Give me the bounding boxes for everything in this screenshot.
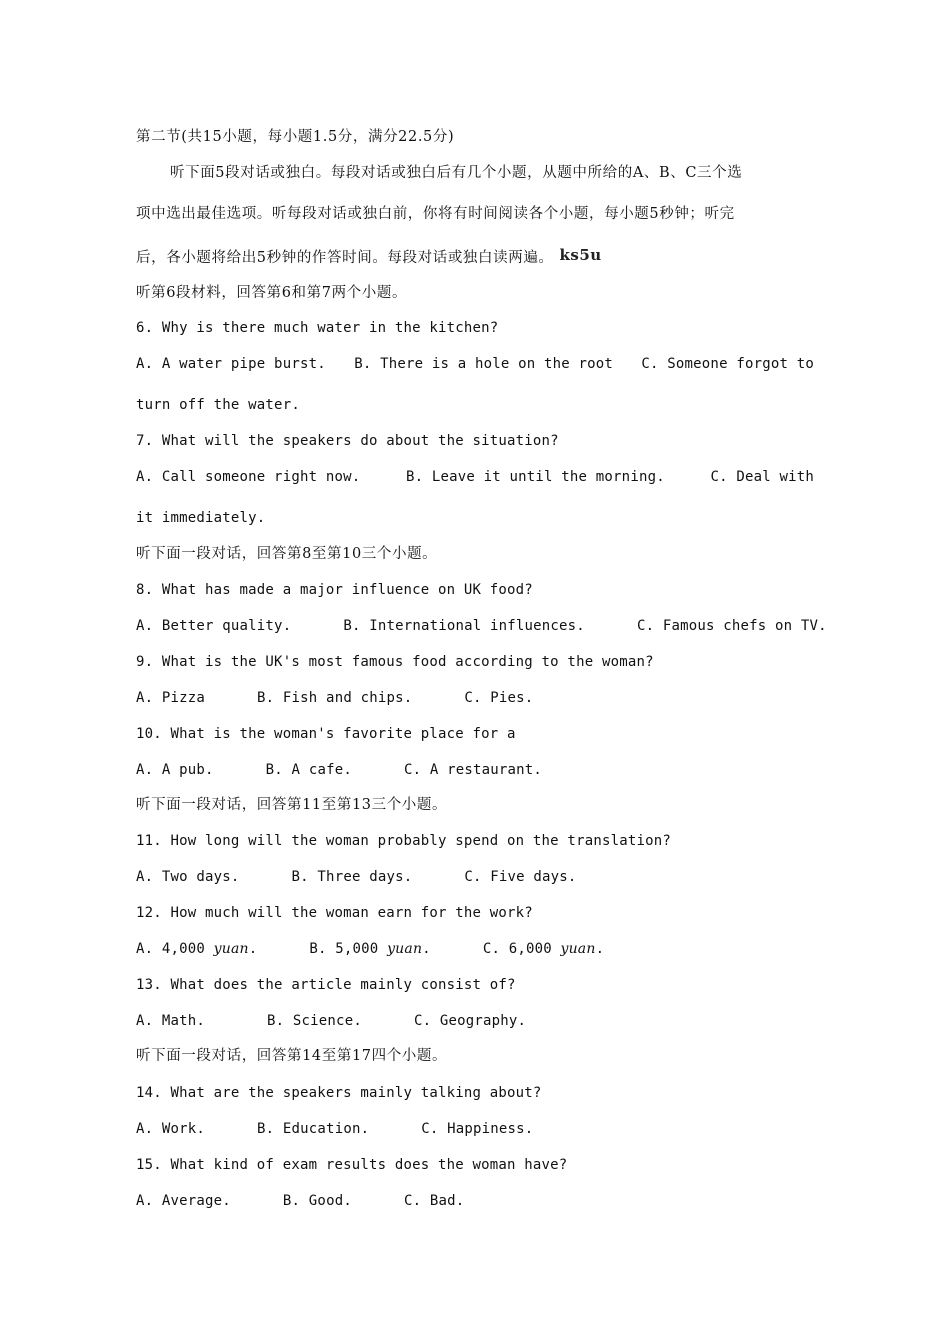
option-c: C. Deal with <box>710 469 814 485</box>
option-a: A. Call someone right now. <box>136 469 361 485</box>
instruction-line-3 <box>136 245 602 268</box>
option-b: B. There is a hole on the root <box>354 356 614 372</box>
option-a <box>136 939 257 959</box>
option-c: C. Pies. <box>464 690 534 706</box>
option-c: C. Someone forgot to <box>641 356 814 372</box>
option-b: B. Three days. <box>291 869 413 885</box>
option-b: B. Good. <box>282 1193 352 1209</box>
question-8-options <box>136 616 827 636</box>
instruction-line-3-text: 后，各小题将给出5秒钟的作答时间。每段对话或独白读两遍。 <box>136 250 554 266</box>
question-9-options <box>136 688 533 708</box>
option-a: A. Better quality. <box>136 618 292 634</box>
ks5u-logo: ks5u <box>559 246 602 264</box>
group-label-4: 听下面一段对话，回答第14至第17四个小题。 <box>136 1048 448 1064</box>
option-a: A. Pizza <box>136 690 206 706</box>
currency-unit: yuan <box>387 941 423 957</box>
option-b: B. Leave it until the morning. <box>405 469 665 485</box>
option-c: C. Famous chefs on TV. <box>636 618 827 634</box>
option-a: A. Two days. <box>136 869 240 885</box>
section-title: 第二节(共15小题，每小题1.5分，满分22.5分) <box>136 129 455 145</box>
option-b: B. Education. <box>257 1121 370 1137</box>
question-14-stem: 14. What are the speakers mainly talking about? <box>136 1085 542 1101</box>
question-10-stem: 10. What is the woman's favorite place for a <box>136 726 516 742</box>
currency-unit: yuan <box>560 941 596 957</box>
option-b: B. A cafe. <box>265 762 352 778</box>
option-b: B. International influences. <box>343 618 585 634</box>
question-7-stem: 7. What will the speakers do about the situation? <box>136 433 559 449</box>
option-a: A. Work. <box>136 1121 206 1137</box>
question-8-stem: 8. What has made a major influence on UK food? <box>136 582 533 598</box>
group-label-1: 听第6段材料，回答第6和第7两个小题。 <box>136 285 408 301</box>
option-a-end: . <box>248 941 258 957</box>
question-6-stem: 6. Why is there much water in the kitchen? <box>136 320 499 336</box>
currency-unit: yuan <box>213 941 249 957</box>
option-a: A. A water pipe burst. <box>136 356 326 372</box>
option-c: C. Happiness. <box>421 1121 534 1137</box>
option-c-amount: C. 6,000 <box>482 941 552 957</box>
group-label-3: 听下面一段对话，回答第11至第13三个小题。 <box>136 797 448 813</box>
question-10-options <box>136 760 542 780</box>
question-12-options <box>136 939 604 959</box>
instruction-line-2: 项中选出最佳选项。听每段对话或独白前，你将有时间阅读各个小题，每小题5秒钟；听完 <box>136 206 735 222</box>
option-a: A. Average. <box>136 1193 231 1209</box>
option-a: A. A pub. <box>136 762 214 778</box>
question-6-continuation: turn off the water. <box>136 397 300 413</box>
option-b <box>309 939 430 959</box>
option-c-end: . <box>595 941 605 957</box>
option-a: A. Math. <box>136 1013 206 1029</box>
question-13-stem: 13. What does the article mainly consist of? <box>136 977 516 993</box>
question-7-options <box>136 467 814 487</box>
option-b-end: . <box>422 941 431 957</box>
question-6-options <box>136 354 814 374</box>
question-7-continuation: it immediately. <box>136 510 266 526</box>
option-c: C. Five days. <box>464 869 577 885</box>
option-c <box>483 939 604 959</box>
question-11-stem: 11. How long will the woman probably spend on the translation? <box>136 833 671 849</box>
option-c: C. Bad. <box>403 1193 465 1209</box>
option-c: C. Geography. <box>413 1013 527 1029</box>
option-b: B. Fish and chips. <box>257 690 413 706</box>
question-9-stem: 9. What is the UK's most famous food according to the woman? <box>136 654 654 670</box>
question-13-options <box>136 1011 526 1031</box>
option-a-amount: A. 4,000 <box>136 941 206 957</box>
option-c: C. A restaurant. <box>403 762 543 778</box>
option-b: B. Science. <box>267 1013 362 1029</box>
question-14-options <box>136 1119 533 1139</box>
instruction-line-1: 听下面5段对话或独白。每段对话或独白后有几个小题，从题中所给的A、B、C三个选 <box>170 165 743 181</box>
group-label-2: 听下面一段对话，回答第8至第10三个小题。 <box>136 546 438 562</box>
question-12-stem: 12. How much will the woman earn for the work? <box>136 905 533 921</box>
question-15-options <box>136 1191 464 1211</box>
question-11-options <box>136 867 577 887</box>
question-15-stem: 15. What kind of exam results does the woman have? <box>136 1157 568 1173</box>
option-b-amount: B. 5,000 <box>309 941 379 957</box>
